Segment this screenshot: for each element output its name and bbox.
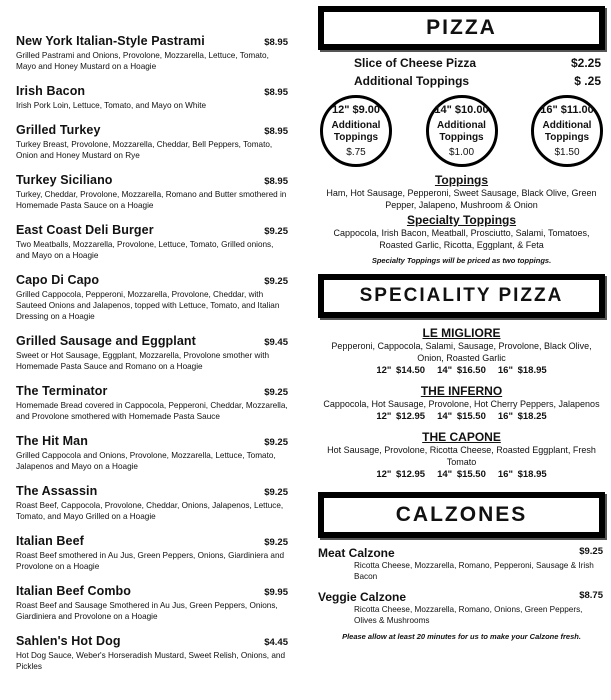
sandwich-item — [16, 84, 288, 111]
sandwich-desc: Grilled Cappocola, Pepperoni, Mozzarella, Provolone, Cheddar, with Sauteed Onions and Jalapenos, topped with Lettuce, Tomato, and Italian Dressing on a Hoagie — [16, 290, 280, 321]
sandwich-item — [16, 173, 288, 211]
sandwich-name: The Terminator — [16, 384, 108, 398]
size-circle-14 — [426, 95, 498, 167]
speciality-prices — [318, 469, 605, 480]
speciality-name: THE CAPONE — [422, 430, 501, 444]
calzone-item — [318, 590, 605, 626]
pizza-size-circles — [318, 95, 605, 167]
calzone-item — [318, 546, 605, 582]
price-16: 16" $18.95 — [497, 365, 547, 376]
price-12: 12" $14.50 — [376, 365, 426, 376]
sandwich-name: New York Italian-Style Pastrami — [16, 34, 205, 48]
price-line — [318, 74, 605, 88]
sandwich-price: $4.45 — [264, 637, 288, 648]
speciality-item — [318, 384, 605, 422]
sandwich-item — [16, 584, 288, 622]
speciality-desc: Hot Sausage, Provolone, Ricotta Cheese, Roasted Eggplant, Fresh Tomato — [327, 445, 596, 467]
calzone-list — [318, 546, 605, 626]
calzone-price: $9.25 — [579, 546, 603, 557]
sandwich-desc: Two Meatballs, Mozzarella, Provolone, Lettuce, Tomato, Grilled onions, and Mayo on a Hoagie — [16, 240, 274, 260]
price-14: 14" $15.50 — [437, 411, 486, 422]
calzone-name: Meat Calzone — [318, 546, 395, 560]
pizza-title: PIZZA — [323, 11, 600, 45]
sandwich-price: $9.45 — [264, 337, 288, 348]
specialty-toppings-text: Cappocola, Irish Bacon, Meatball, Prosciutto, Salami, Tomatoes, Roasted Garlic, Ricotta, Eggplant, & Feta — [333, 228, 590, 250]
sandwich-price: $9.25 — [264, 276, 288, 287]
speciality-banner — [318, 274, 605, 318]
sandwich-item — [16, 334, 288, 372]
sandwich-desc: Turkey, Cheddar, Provolone, Mozzarella, Romano and Butter smothered in Homemade Pasta Sauce on a Hoagie — [16, 190, 287, 210]
price-16: 16" $18.25 — [497, 411, 547, 422]
sandwich-desc: Roast Beef smothered in Au Jus, Green Peppers, Onions, Giardiniera and Provolone on a Hoagie — [16, 551, 285, 571]
sandwich-item — [16, 34, 288, 72]
speciality-desc: Pepperoni, Cappocola, Salami, Sausage, Provolone, Black Olive, Onion, Roasted Garlic — [331, 341, 592, 363]
size-price: 14" $10.00 — [434, 104, 489, 116]
pizza-banner — [318, 6, 605, 50]
toppings-label: Toppings — [333, 132, 379, 143]
sandwich-name: Italian Beef Combo — [16, 584, 132, 598]
toppings-text: Ham, Hot Sausage, Pepperoni, Sweet Sausage, Black Olive, Green Pepper, Jalapeno, Mushroom & Onion — [326, 188, 597, 210]
speciality-name: THE INFERNO — [420, 384, 503, 398]
calzone-desc: Ricotta Cheese, Mozzarella, Romano, Pepperoni, Sausage & Irish Bacon — [354, 561, 594, 581]
sandwich-desc: Irish Pork Loin, Lettuce, Tomato, and Mayo on White — [16, 101, 207, 110]
sandwich-item — [16, 123, 288, 161]
sandwich-name: Sahlen's Hot Dog — [16, 634, 121, 648]
sandwich-price: $9.95 — [264, 587, 288, 598]
speciality-prices — [318, 411, 605, 422]
sandwich-item — [16, 384, 288, 422]
sandwich-name: Italian Beef — [16, 534, 84, 548]
sandwich-price: $9.25 — [264, 537, 288, 548]
sandwich-desc: Hot Dog Sauce, Weber's Horseradish Mustard, Sweet Relish, Onions, and Pickles — [16, 651, 285, 671]
price-line-label: Additional Toppings — [354, 74, 470, 88]
sandwich-desc: Sweet or Hot Sausage, Eggplant, Mozzarella, Provolone smother with Homemade Pasta Sauce and Romano on a Hoagie — [16, 351, 270, 371]
price-line-price: $2.25 — [570, 56, 601, 70]
toppings-label: Toppings — [544, 132, 590, 143]
price-line-label: Slice of Cheese Pizza — [354, 56, 477, 70]
price-line — [318, 56, 605, 70]
calzone-note: Please allow at least 20 minutes for us to make your Calzone fresh. — [342, 632, 581, 641]
sandwich-name: Grilled Sausage and Eggplant — [16, 334, 196, 348]
sandwich-list — [16, 34, 288, 684]
sandwich-price: $8.95 — [264, 37, 288, 48]
sandwich-item — [16, 634, 288, 672]
price-12: 12" $12.95 — [376, 411, 426, 422]
topping-price: $1.00 — [448, 147, 475, 158]
price-12: 12" $12.95 — [376, 469, 426, 480]
sandwich-desc: Roast Beef and Sausage Smothered in Au Jus, Green Peppers, Onions, Giardiniera and Provolone on a Hoagie — [16, 601, 278, 621]
sandwich-price: $8.95 — [264, 176, 288, 187]
sandwich-price: $9.25 — [264, 437, 288, 448]
calzone-price: $8.75 — [579, 590, 603, 601]
size-circle-16 — [531, 95, 603, 167]
speciality-list — [318, 326, 605, 480]
price-line-price: $ .25 — [574, 74, 601, 88]
calzone-name: Veggie Calzone — [318, 590, 407, 604]
speciality-prices — [318, 365, 605, 376]
sandwich-price: $8.95 — [264, 126, 288, 137]
sandwich-desc: Homemade Bread covered in Cappocola, Pepperoni, Cheddar, Mozzarella, and Provolone smothered with Homemade Pasta Sauce — [16, 401, 288, 421]
sandwich-name: Capo Di Capo — [16, 273, 100, 287]
topping-price: $.75 — [346, 147, 366, 158]
sandwich-desc: Grilled Pastrami and Onions, Provolone, Mozzarella, Lettuce, Tomato, Mayo and Honey Mustard on a Hoagie — [16, 51, 269, 71]
price-14: 14" $16.50 — [437, 365, 486, 376]
specialty-toppings-title: Specialty Toppings — [406, 213, 517, 227]
sandwich-item — [16, 534, 288, 572]
topping-price: $1.50 — [554, 147, 580, 158]
speciality-item — [318, 326, 605, 376]
size-price: 12" $9.00 — [331, 104, 381, 116]
sandwich-name: Grilled Turkey — [16, 123, 101, 137]
sandwich-item — [16, 434, 288, 472]
sandwich-name: East Coast Deli Burger — [16, 223, 154, 237]
toppings-label: Toppings — [439, 132, 484, 143]
speciality-name: LE MIGLIORE — [422, 326, 501, 340]
size-price: 16" $11.00 — [540, 104, 594, 116]
sandwich-name: Turkey Siciliano — [16, 173, 113, 187]
sandwich-price: $9.25 — [264, 226, 288, 237]
price-14: 14" $15.50 — [437, 469, 486, 480]
speciality-desc: Cappocola, Hot Sausage, Provolone, Hot Cherry Peppers, Jalapenos — [323, 399, 600, 409]
calzones-banner — [318, 492, 605, 538]
speciality-item — [318, 430, 605, 480]
sandwich-desc: Roast Beef, Cappocola, Provolone, Cheddar, Onions, Jalapenos, Lettuce, Tomato, and Mayo Grilled on a Hoagie — [16, 501, 284, 521]
additional-label: Additional — [437, 120, 486, 131]
sandwich-item — [16, 223, 288, 261]
additional-label: Additional — [542, 120, 592, 131]
sandwich-item — [16, 484, 288, 522]
sandwich-name: Irish Bacon — [16, 84, 86, 98]
price-16: 16" $18.95 — [497, 469, 547, 480]
sandwich-desc: Grilled Cappocola and Onions, Provolone, Mozzarella, Lettuce, Tomato, Jalapenos and Mayo on a Hoagie — [16, 451, 276, 471]
additional-label: Additional — [331, 120, 381, 131]
calzones-title: CALZONES — [323, 497, 600, 533]
sandwich-item — [16, 273, 288, 322]
sandwich-name: The Hit Man — [16, 434, 88, 448]
speciality-title: SPECIALITY PIZZA — [323, 279, 600, 313]
size-circle-12 — [320, 95, 392, 167]
calzone-desc: Ricotta Cheese, Mozzarella, Romano, Onions, Green Peppers, Olives & Mushrooms — [354, 605, 583, 625]
specialty-note: Specialty Toppings will be priced as two toppings. — [371, 256, 552, 265]
toppings-title: Toppings — [434, 173, 489, 187]
sandwich-name: The Assassin — [16, 484, 98, 498]
right-column — [318, 6, 605, 641]
sandwich-price: $9.25 — [264, 487, 288, 498]
sandwich-price: $8.95 — [264, 87, 288, 98]
sandwich-desc: Turkey Breast, Provolone, Mozzarella, Cheddar, Bell Peppers, Tomato, Onion and Honey Mustard on Rye — [16, 140, 273, 160]
sandwich-price: $9.25 — [264, 387, 288, 398]
